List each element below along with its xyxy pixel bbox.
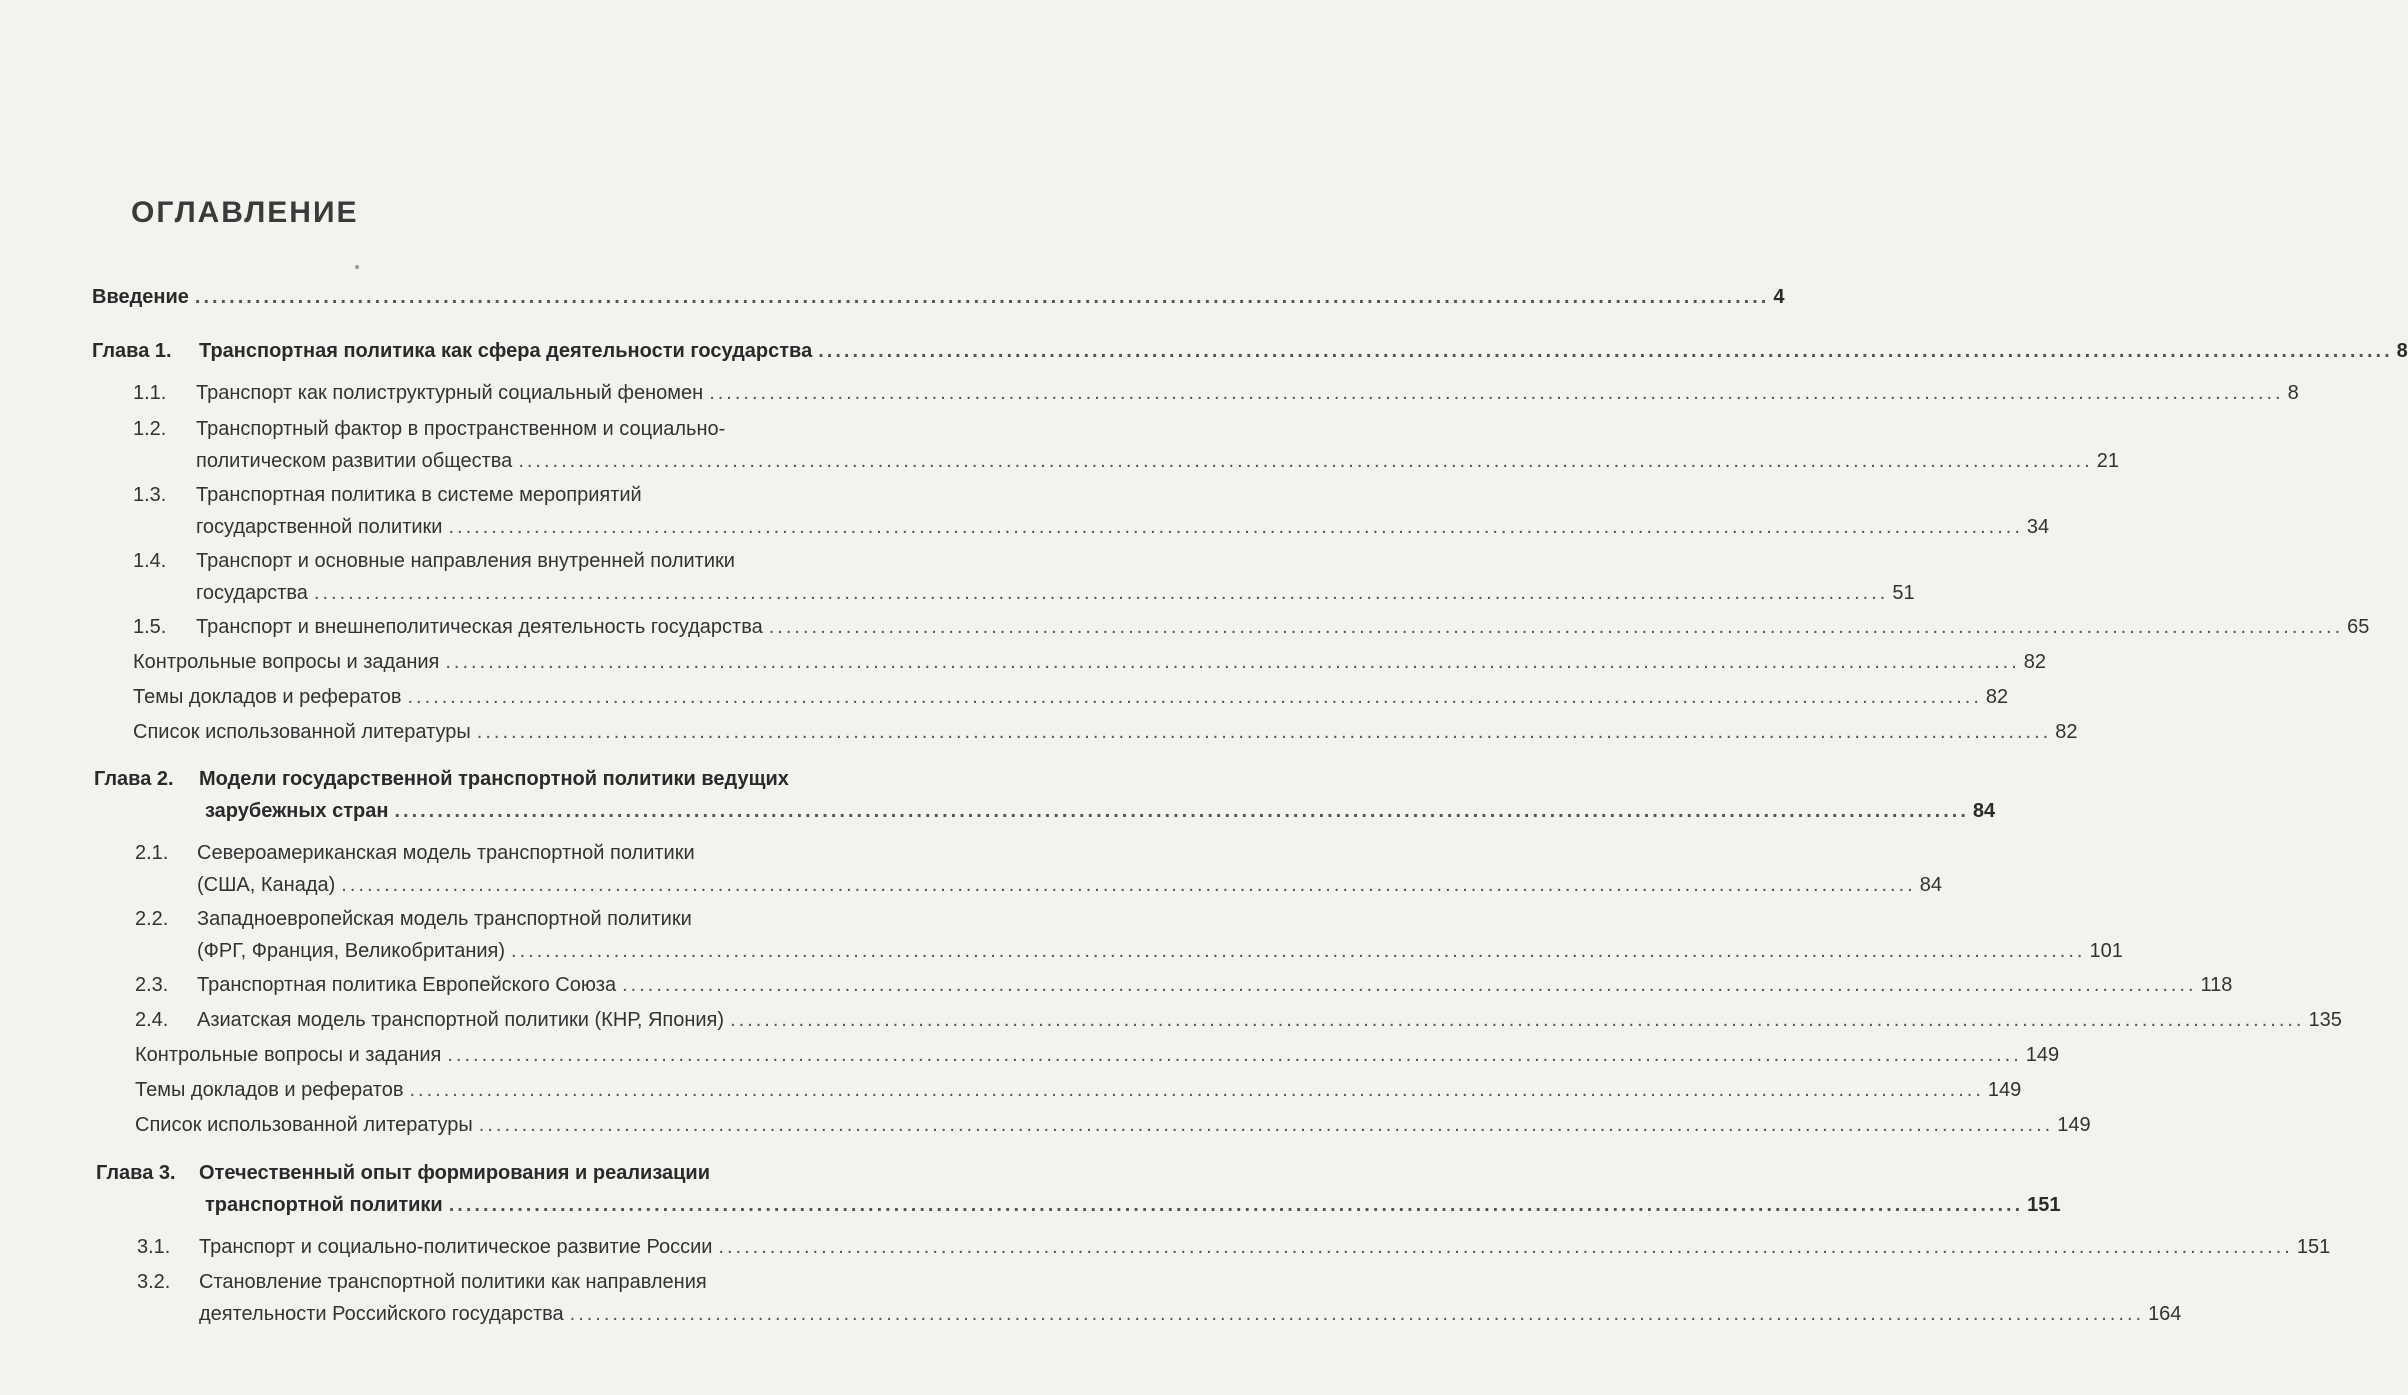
toc-entry-page: 151 — [2296, 1236, 2331, 1258]
toc-entry-title: Азиатская модель транспортной политики (КНР, Япония) — [197, 1009, 725, 1031]
toc-entry-page: 34 — [2026, 516, 2050, 538]
leader-dots: ........................................................................................................................................................................................ — [407, 686, 1982, 708]
section-number: 1.2. — [133, 418, 167, 440]
toc-entry-title-line1: Отечественный опыт формирования и реализации — [199, 1162, 711, 1184]
toc-entry-page: 82 — [2023, 651, 2047, 673]
toc-entry-title-line2: деятельности Российского государства — [199, 1303, 564, 1325]
section-number: 1.3. — [133, 484, 167, 506]
toc-entry-title: Темы докладов и рефератов — [135, 1079, 404, 1101]
leader-dots: ........................................................................................................................................................................................ — [730, 1009, 2305, 1031]
toc-entry-title-line2: политическом развитии общества — [196, 450, 513, 472]
leader-dots: ........................................................................................................................................................................................ — [476, 721, 2052, 743]
leader-dots: ........................................................................................................................................................................................ — [448, 516, 2023, 538]
page-title: ОГЛАВЛЕНИЕ — [131, 196, 359, 229]
leader-dots: ........................................................................................................................................................................................ — [518, 450, 2093, 472]
leader-dots: ........................................................................................................................................................................................ — [818, 340, 2393, 362]
leader-dots: ........................................................................................................................................................................................ — [394, 800, 1969, 822]
toc-entry-page: 149 — [2057, 1114, 2091, 1136]
toc-entry-page: 65 — [2347, 616, 2370, 638]
leader-dots: ........................................................................................................................................................................................ — [718, 1236, 2293, 1258]
leader-dots: ........................................................................................................................................................................................ — [622, 974, 2197, 996]
toc-entry-page: 51 — [1892, 582, 1915, 604]
leader-dots: ........................................................................................................................................................................................ — [569, 1303, 2145, 1325]
leader-dots: ........................................................................................................................................................................................ — [341, 874, 1916, 896]
toc-entry-title: Транспорт и внешнеполитическая деятельность государства — [196, 616, 763, 638]
toc-entry-page: 149 — [2025, 1044, 2060, 1066]
leader-dots: ........................................................................................................................................................................................ — [445, 651, 2020, 673]
chapter-label: Глава 2. — [94, 768, 174, 790]
toc-entry-page: 4 — [1773, 286, 1785, 308]
toc-entry-title-line1: Транспортная политика в системе мероприятий — [196, 484, 642, 506]
toc-entry-page: 101 — [2089, 940, 2123, 962]
section-number: 3.2. — [137, 1271, 171, 1293]
toc-entry-title-line1: Становление транспортной политики как направления — [199, 1271, 707, 1293]
toc-entry-title: Список использованной литературы — [135, 1114, 473, 1136]
leader-dots: ........................................................................................................................................................................................ — [448, 1194, 2024, 1216]
leader-dots: ........................................................................................................................................................................................ — [511, 940, 2086, 962]
toc-entry-page: 151 — [2027, 1194, 2061, 1216]
section-number: 2.3. — [135, 974, 169, 996]
toc-entry-page: 8 — [2396, 340, 2408, 362]
toc-entry-title-line2: зарубежных стран — [205, 800, 389, 822]
toc-entry-title-line1: Транспортный фактор в пространственном и социально- — [196, 418, 726, 440]
toc-entry-title: Контрольные вопросы и задания — [133, 651, 440, 673]
leader-dots: ........................................................................................................................................................................................ — [194, 286, 1770, 308]
toc-entry-title-line1: Транспорт и основные направления внутренней политики — [196, 550, 735, 572]
toc-entry-page: 8 — [2287, 382, 2299, 404]
toc-entry-title-line2: транспортной политики — [205, 1194, 443, 1216]
section-number: 1.1. — [133, 382, 167, 404]
toc-entry-page: 84 — [1972, 800, 1996, 822]
toc-entry-page: 82 — [2055, 721, 2078, 743]
chapter-label: Глава 1. — [92, 340, 172, 362]
toc-entry-title: Темы докладов и рефератов — [133, 686, 402, 708]
toc-entry-page: 84 — [1919, 874, 1942, 896]
toc-entry-title-line2: государственной политики — [196, 516, 443, 538]
toc-entry-title-line2: (ФРГ, Франция, Великобритания) — [197, 940, 506, 962]
leader-dots: ........................................................................................................................................................................................ — [313, 582, 1889, 604]
toc-entry-page: 118 — [2200, 974, 2233, 996]
section-number: 2.1. — [135, 842, 169, 864]
toc-entry-title: Контрольные вопросы и задания — [135, 1044, 442, 1066]
toc-entry-page: 164 — [2148, 1303, 2182, 1325]
section-number: 2.2. — [135, 908, 169, 930]
section-number: 3.1. — [137, 1236, 171, 1258]
toc-entry-title-line2: (США, Канада) — [197, 874, 336, 896]
section-number: 1.4. — [133, 550, 167, 572]
section-number: 1.5. — [133, 616, 167, 638]
toc-entry-title-line1: Модели государственной транспортной политики ведущих — [199, 768, 789, 790]
toc-entry-page: 135 — [2308, 1009, 2342, 1031]
toc-entry-title: Список использованной литературы — [133, 721, 471, 743]
leader-dots: ........................................................................................................................................................................................ — [447, 1044, 2022, 1066]
toc-entry-title: Транспорт и социально-политическое развитие России — [199, 1236, 713, 1258]
toc-entry-title-line1: Западноевропейская модель транспортной политики — [197, 908, 692, 930]
toc-entry-title: Введение — [92, 286, 189, 308]
toc-entry-page: 21 — [2096, 450, 2119, 472]
toc-entry-title-line2: государства — [196, 582, 308, 604]
leader-dots: ........................................................................................................................................................................................ — [709, 382, 2284, 404]
toc-entry-title: Транспорт как полиструктурный социальный феномен — [196, 382, 704, 404]
leader-dots: ........................................................................................................................................................................................ — [409, 1079, 1984, 1101]
leader-dots: ........................................................................................................................................................................................ — [768, 616, 2344, 638]
leader-dots: ........................................................................................................................................................................................ — [478, 1114, 2054, 1136]
toc-entry-page: 149 — [1987, 1079, 2022, 1101]
chapter-label: Глава 3. — [96, 1162, 176, 1184]
toc-entry-title-line1: Североамериканская модель транспортной политики — [197, 842, 695, 864]
toc-entry-title: Транспортная политика как сфера деятельности государства — [199, 340, 813, 362]
section-number: 2.4. — [135, 1009, 169, 1031]
toc-entry-title: Транспортная политика Европейского Союза — [197, 974, 617, 996]
toc-entry-page: 82 — [1985, 686, 2009, 708]
